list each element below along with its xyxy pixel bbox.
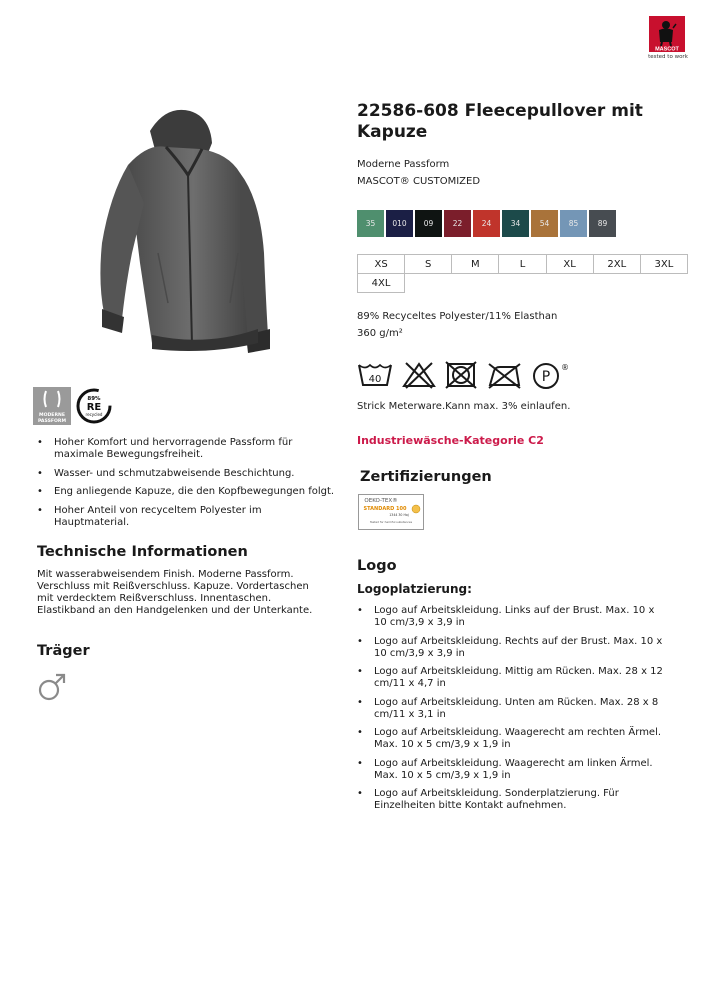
size-option[interactable]: 2XL bbox=[593, 254, 641, 274]
size-option[interactable]: XL bbox=[546, 254, 594, 274]
logo-placement-list bbox=[357, 605, 667, 819]
svg-text:OEKO-TEX®: OEKO-TEX® bbox=[364, 498, 398, 504]
male-icon bbox=[37, 672, 67, 702]
logo-subheading: Logoplatzierung: bbox=[357, 582, 472, 596]
care-symbols bbox=[357, 361, 571, 391]
svg-text:®: ® bbox=[561, 363, 569, 372]
size-option[interactable]: XS bbox=[357, 254, 405, 274]
logo-placement-item: • Logo auf Arbeitskleidung. Sonderplatzierung. Für Einzelheiten bitte Kontakt aufnehmen. bbox=[357, 788, 667, 812]
dry-clean-letter: P bbox=[541, 369, 551, 385]
color-swatch[interactable]: 54 bbox=[531, 210, 558, 237]
recycled-badge-icon bbox=[75, 387, 113, 425]
modern-fit-badge-icon bbox=[33, 387, 71, 425]
wash-40-icon bbox=[357, 361, 393, 389]
color-swatch[interactable]: 35 bbox=[357, 210, 384, 237]
product-image bbox=[88, 103, 284, 363]
color-swatch[interactable]: 010 bbox=[386, 210, 413, 237]
svg-text:MODERNE: MODERNE bbox=[39, 413, 65, 418]
color-swatch[interactable]: 89 bbox=[589, 210, 616, 237]
color-swatch[interactable]: 85 bbox=[560, 210, 587, 237]
svg-text:1344 30 Hoj: 1344 30 Hoj bbox=[389, 513, 409, 517]
cert-heading: Zertifizierungen bbox=[360, 469, 492, 485]
svg-text:PASSFORM: PASSFORM bbox=[37, 419, 67, 424]
material-text: 89% Recyceltes Polyester/11% Elasthan bbox=[357, 311, 558, 322]
color-swatch[interactable]: 22 bbox=[444, 210, 471, 237]
color-swatch[interactable]: 09 bbox=[415, 210, 442, 237]
logo-placement-item: • Logo auf Arbeitskleidung. Links auf der Brust. Max. 10 x 10 cm/3,9 x 3,9 in bbox=[357, 605, 667, 629]
logo-placement-item: • Logo auf Arbeitskleidung. Rechts auf der Brust. Max. 10 x 10 cm/3,9 x 3,9 in bbox=[357, 636, 667, 660]
weight-text: 360 g/m² bbox=[357, 328, 403, 339]
size-option[interactable]: 4XL bbox=[357, 273, 405, 293]
svg-text:Tested for harmful substances: Tested for harmful substances bbox=[369, 520, 413, 524]
dry-clean-p-icon bbox=[531, 361, 571, 391]
feature-item: • Wasser- und schmutzabweisende Beschichtung. bbox=[37, 468, 337, 480]
svg-text:recycled: recycled bbox=[85, 412, 103, 417]
brand-name: MASCOT bbox=[655, 46, 679, 52]
oeko-tex-label bbox=[358, 494, 424, 530]
badges bbox=[33, 387, 113, 425]
svg-text:RE: RE bbox=[86, 402, 102, 413]
svg-text:STANDARD 100: STANDARD 100 bbox=[363, 506, 407, 512]
tech-text: Mit wasserabweisendem Finish. Moderne Passform. Verschluss mit Reißverschluss. Kapuze. Vordertaschen mit verdecktem Reißverschluss. Innentaschen. Elastikband an den Handgelenken und der Unterkante. bbox=[37, 569, 313, 616]
color-swatch[interactable]: 24 bbox=[473, 210, 500, 237]
logo-placement-item: • Logo auf Arbeitskleidung. Waagerecht am rechten Ärmel. Max. 10 x 5 cm/3,9 x 1,9 in bbox=[357, 727, 667, 751]
feature-list bbox=[37, 437, 337, 535]
no-bleach-icon bbox=[402, 361, 436, 389]
feature-item: • Hoher Anteil von recyceltem Polyester im Hauptmaterial. bbox=[37, 505, 337, 529]
logo-placement-item: • Logo auf Arbeitskleidung. Unten am Rücken. Max. 28 x 8 cm/11 x 3,1 in bbox=[357, 697, 667, 721]
industrial-wash-category: Industriewäsche-Kategorie C2 bbox=[357, 434, 544, 447]
logo-heading: Logo bbox=[357, 558, 397, 574]
tech-heading: Technische Informationen bbox=[37, 544, 248, 560]
wash-temp: 40 bbox=[368, 374, 382, 385]
brand-tagline: tested to work bbox=[648, 54, 688, 60]
logo-placement-item: • Logo auf Arbeitskleidung. Waagerecht am linken Ärmel. Max. 10 x 5 cm/3,9 x 1,9 in bbox=[357, 758, 667, 782]
logo-placement-item: • Logo auf Arbeitskleidung. Mittig am Rücken. Max. 28 x 12 cm/11 x 4,7 in bbox=[357, 666, 667, 690]
size-grid bbox=[357, 254, 687, 292]
size-option[interactable]: L bbox=[498, 254, 546, 274]
size-option[interactable]: M bbox=[451, 254, 499, 274]
feature-item: • Eng anliegende Kapuze, die den Kopfbewegungen folgt. bbox=[37, 486, 337, 498]
no-iron-icon bbox=[486, 361, 522, 389]
product-title: 22586-608 Fleecepullover mit Kapuze bbox=[357, 101, 643, 142]
no-tumble-dry-icon bbox=[445, 361, 477, 389]
knit-note: Strick Meterware.Kann max. 3% einlaufen. bbox=[357, 401, 571, 412]
color-swatches bbox=[357, 210, 616, 237]
brand-logo bbox=[649, 16, 685, 52]
size-option[interactable]: S bbox=[404, 254, 452, 274]
color-swatch[interactable]: 34 bbox=[502, 210, 529, 237]
wearer-heading: Träger bbox=[37, 643, 90, 659]
product-line-text: MASCOT® CUSTOMIZED bbox=[357, 176, 481, 187]
fit-text: Moderne Passform bbox=[357, 159, 450, 170]
svg-text:89%: 89% bbox=[87, 396, 101, 402]
size-option[interactable]: 3XL bbox=[640, 254, 688, 274]
feature-item: • Hoher Komfort und hervorragende Passform für maximale Bewegungsfreiheit. bbox=[37, 437, 337, 461]
